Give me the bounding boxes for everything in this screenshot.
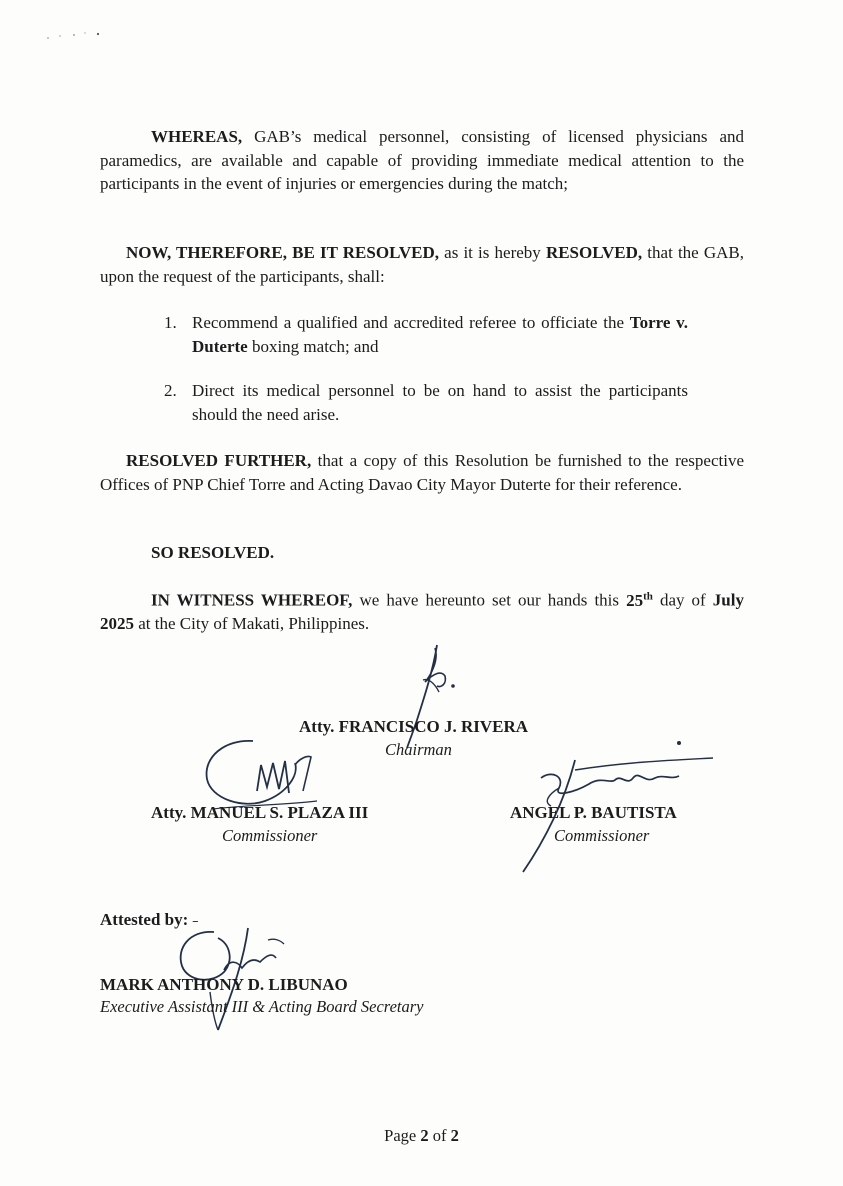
- witness-text-2: day of: [652, 590, 713, 610]
- item-text-post: boxing match; and: [247, 336, 379, 356]
- witness-day: [626, 591, 653, 610]
- whereas-paragraph: [100, 125, 744, 196]
- page-number-footer: [0, 1126, 843, 1146]
- bautista-name: ANGEL P. BAUTISTA: [510, 803, 677, 822]
- whereas-text: GAB’s medical personnel, consisting of licensed physicians and paramedics, are available and capable of providing immediate medical attention to the participants in the event of injuries or emergencies during the match;: [100, 127, 744, 193]
- resolved-further-text: that a copy of this Resolution be furnished to the respective Offices of PNP Chief Torre and Acting Davao City Mayor Duterte for their reference.: [100, 451, 744, 494]
- now-therefore-paragraph: [100, 241, 744, 288]
- current-page: 2: [420, 1126, 429, 1145]
- resolved-further-paragraph: [100, 449, 744, 496]
- match-name: Torre v. Duterte: [192, 313, 688, 356]
- plaza-name: Atty. MANUEL S. PLAZA III: [151, 803, 369, 822]
- resolved-word: RESOLVED,: [545, 243, 643, 262]
- page-of: of: [428, 1126, 451, 1145]
- now-therefore-tail: that the GAB, upon the request of the participants, shall:: [100, 243, 744, 286]
- resolved-further-lead: RESOLVED FURTHER,: [126, 451, 312, 470]
- resolution-item-1: [164, 311, 688, 358]
- scan-speck-mark: [44, 28, 104, 47]
- attested-label-text: Attested by:: [100, 910, 189, 929]
- so-resolved-text: SO RESOLVED.: [151, 543, 275, 562]
- plaza-title: Commissioner: [222, 826, 318, 845]
- witness-lead: IN WITNESS WHEREOF,: [151, 590, 353, 610]
- total-pages: 2: [450, 1126, 459, 1145]
- chairman-title: Chairman: [385, 740, 452, 759]
- resolution-item-2: [164, 379, 688, 426]
- now-therefore-lead: NOW, THEREFORE, BE IT RESOLVED,: [126, 243, 439, 262]
- witness-date: July 2025: [100, 590, 744, 634]
- item-text-pre: Recommend a qualified and accredited referee to officiate the: [192, 313, 630, 332]
- item-text: Direct its medical personnel to be on hand to assist the participants should the need arise.: [192, 381, 688, 424]
- whereas-lead: WHEREAS,: [151, 127, 243, 146]
- libunao-title: Executive Assistant III & Acting Board Secretary: [100, 997, 424, 1016]
- libunao-name: MARK ANTHONY D. LIBUNAO: [100, 975, 348, 994]
- so-resolved-line: [100, 541, 744, 565]
- item-number: 1.: [164, 313, 177, 332]
- witness-text-3: at the City of Makati, Philippines.: [134, 614, 370, 634]
- chairman-name: Atty. FRANCISCO J. RIVERA: [299, 717, 529, 736]
- page-label: Page: [384, 1126, 421, 1145]
- item-number: 2.: [164, 381, 177, 400]
- day-suffix: th: [643, 590, 653, 602]
- item-text: [192, 311, 688, 358]
- bautista-title: Commissioner: [554, 826, 650, 845]
- witness-text: we have hereunto set our hands this: [352, 590, 627, 610]
- attested-label: Attested by: ˗: [100, 910, 199, 929]
- day-number: 25: [626, 590, 644, 610]
- now-therefore-mid: as it is hereby: [439, 243, 546, 262]
- witness-paragraph: [100, 585, 744, 636]
